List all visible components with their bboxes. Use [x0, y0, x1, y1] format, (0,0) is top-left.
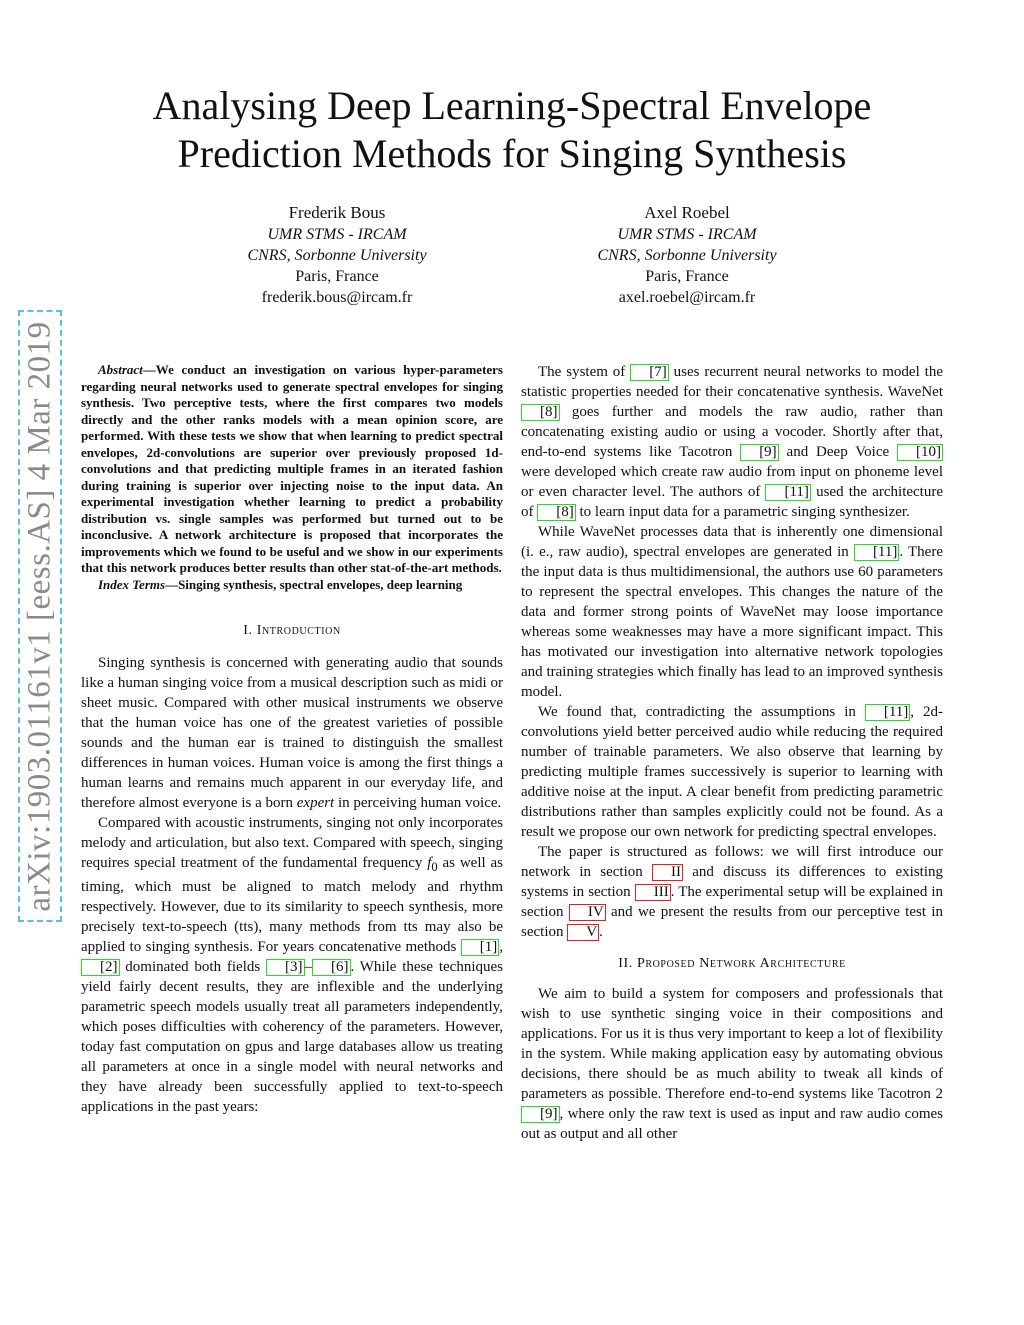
left-column: [81, 362, 503, 1117]
abstract-text: —We conduct an investigation on various hyper-parameters regarding neural networks used to generate spectral envelopes for singing synthesis. Two perceptive tests, where the first compares two models directly and the other ranks models with a mean opinion score, are performed. With these tests we show that when learning to predict spectral envelopes, 2d-convolutions are superior over previously proposed 1d-convolutions and that predicting multiple frames in an iterated fashion during training is superior over injecting noise to the input data. An experimental investigation whether learning to predict a probability distribution vs. single samples was performed but turned out to be inconclusive. A network architecture is proposed that incorporates the improvements which we found to be useful and we show in our experiments that this network produces better results than other stat-of-the-art methods.: [81, 362, 503, 575]
text-run: Singing synthesis is concerned with generating audio that sounds like a human singing voice from a musical description such as midi or sheet music. Compared with other musical instruments we observe that the human voice has one of the greatest varieties of possible sounds and the human ear is trained to distinguish the smallest differences in human voices. Human voice is among the first things a human learns and remains much apparent in our everyday life, and therefore almost everyone is a born: [81, 655, 503, 811]
math-f0: f: [427, 855, 432, 871]
text-run: as well as timing, which must be aligned to match melody and rhythm respectively. However, due to its similarity to speech synthesis, more precisely text-to-speech (tts), many methods from tts may also be applied to singing synthesis. For years concatenative methods: [81, 855, 503, 955]
paper-title: [100, 82, 924, 178]
text-run: goes further and models the raw audio, rather than concatenating existing audio or using a vocoder. Shortly after that, end-to-end systems like Tacotron: [521, 404, 943, 460]
text-run: . There the input data is thus multidimensional, the authors use 60 parameters to represent the spectral envelopes. This changes the nature of the data and former strong points of WaveNet may loose importance whereas some weaknesses may have a more significant impact. This has motivated our investigation into alternative network topologies and training strategies which finally has lead to an improved synthesis model.: [521, 544, 943, 700]
index-terms: [81, 577, 503, 594]
text-run: .: [599, 924, 603, 940]
author-org: CNRS, Sorbonne University: [247, 247, 427, 264]
citation-link[interactable]: [11]: [865, 704, 910, 721]
section-link[interactable]: IV: [569, 904, 606, 921]
title-line-1: Analysing Deep Learning-Spectral Envelope: [152, 83, 872, 128]
text-run: While WaveNet processes data that is inherently one dimensional (i. e., raw audio), spectral envelopes are generated in: [521, 524, 943, 560]
text-run: and discuss its differences to existing systems in section: [521, 864, 944, 900]
text-run: used the architecture of: [521, 484, 944, 520]
text-run: We found that, contradicting the assumptions in: [538, 704, 865, 720]
author-lab: UMR STMS - IRCAM: [267, 226, 407, 243]
text-run: The paper is structured as follows: we will first introduce our network in section: [521, 844, 943, 880]
text-run: were developed which create raw audio from input on phoneme level or even character level. The authors of: [521, 464, 943, 500]
author-place: Paris, France: [295, 268, 379, 285]
text-run: –: [304, 959, 312, 975]
citation-link[interactable]: [3]: [266, 959, 305, 976]
author-place: Paris, France: [645, 268, 729, 285]
abstract-label: Abstract: [98, 362, 143, 377]
citation-link[interactable]: [7]: [630, 364, 669, 381]
text-run: and we present the results from our perceptive test in section: [521, 904, 943, 940]
citation-link[interactable]: [8]: [537, 504, 576, 521]
right-paragraph-3: [521, 702, 943, 842]
section-heading-architecture: [521, 954, 943, 974]
author-org: CNRS, Sorbonne University: [597, 247, 777, 264]
text-run: in perceiving human voice.: [334, 795, 502, 811]
author-name: Frederik Bous: [288, 203, 386, 222]
section-heading-introduction: [81, 621, 503, 641]
author-email: frederik.bous@ircam.fr: [261, 289, 413, 306]
section-link[interactable]: III: [635, 884, 671, 901]
citation-link[interactable]: [11]: [765, 484, 810, 501]
text-run: and Deep Voice: [778, 444, 897, 460]
index-terms-label: Index Terms: [98, 576, 166, 592]
author-block-1: [187, 202, 487, 308]
title-line-2: Prediction Methods for Singing Synthesis: [177, 131, 847, 176]
citation-link[interactable]: [9]: [521, 1106, 560, 1123]
text-run: We aim to build a system for composers and professionals that wish to use synthetic singing voice in their compositions and applications. For us it is thus very important to keep a lot of flexibility in the system. While making application easy by automating obvious decisions, there should be as much ability to tweak all kinds of parameters as possible. Therefore end-to-end systems like Tacotron 2: [521, 986, 943, 1102]
right-column: [521, 362, 943, 1144]
right-paragraph-1: [521, 362, 943, 522]
citation-link[interactable]: [1]: [461, 939, 500, 956]
citation-link[interactable]: [8]: [521, 404, 560, 421]
emphasis-text: expert: [296, 795, 335, 811]
arxiv-identifier: arXiv:1903.01161v1 [eess.AS] 4 Mar 2019: [21, 320, 58, 912]
text-run: dominated both fields: [119, 959, 266, 975]
text-run: to learn input data for a parametric singing synthesizer.: [575, 504, 910, 520]
text-run: , 2d-convolutions yield better perceived audio while reducing the required number of trainable parameters. We also observe that learning by predicting multiple frames successively is superior to learning with additive noise at the input. A clear benefit from predicting parametric distributions rather than samples explicitly could not be found. As a result we propose our own network for predicting spectral envelopes.: [521, 704, 943, 840]
text-run: The system of: [538, 364, 631, 380]
text-run: . The experimental setup will be explained in section: [521, 884, 943, 920]
section-link[interactable]: II: [652, 864, 683, 881]
section-title: Introduction: [256, 623, 341, 638]
author-block-2: [537, 202, 837, 308]
intro-paragraph-2: [81, 813, 503, 1117]
text-run: , where only the raw text is used as input and raw audio comes out as output and all other: [521, 1106, 943, 1142]
index-terms-text: —Singing synthesis, spectral envelopes, deep learning: [165, 576, 463, 592]
right-paragraph-2: [521, 522, 943, 702]
citation-link[interactable]: [6]: [312, 959, 351, 976]
citation-link[interactable]: [10]: [897, 444, 943, 461]
text-run: . While these techniques yield fairly decent results, they are inflexible and the underlying parametric speech models usually treat all parameters independently, which poses difficulties with coherency of the parameters. However, today fast computation on gpus and large databases allow us treating all parameters at once in a single model with neural networks and they have already been successfully applied to text-to-speech applications in the past years:: [81, 959, 503, 1115]
text-run: uses recurrent neural networks to model the statistic properties needed for their concatenative synthesis. WaveNet: [521, 364, 943, 400]
citation-link[interactable]: [2]: [81, 959, 120, 976]
section-title: Proposed Network Architecture: [636, 956, 846, 971]
intro-paragraph-1: [81, 653, 503, 813]
section-numeral: II.: [618, 956, 633, 971]
abstract: [81, 362, 503, 577]
section-link[interactable]: V: [567, 924, 599, 941]
author-email: axel.roebel@ircam.fr: [618, 289, 756, 306]
citation-link[interactable]: [9]: [740, 444, 779, 461]
right-paragraph-4: [521, 842, 943, 942]
text-run: Compared with acoustic instruments, singing not only incorporates melody and articulation, but also text. Compared with speech, singing requires special treatment of the fundamental frequency: [81, 815, 503, 871]
architecture-paragraph-1: [521, 984, 943, 1144]
arxiv-stamp: [18, 310, 62, 922]
text-run: ,: [499, 939, 503, 955]
math-subscript: 0: [431, 860, 438, 874]
author-lab: UMR STMS - IRCAM: [617, 226, 757, 243]
section-numeral: I.: [243, 623, 253, 638]
citation-link[interactable]: [11]: [854, 544, 899, 561]
author-name: Axel Roebel: [644, 203, 730, 222]
